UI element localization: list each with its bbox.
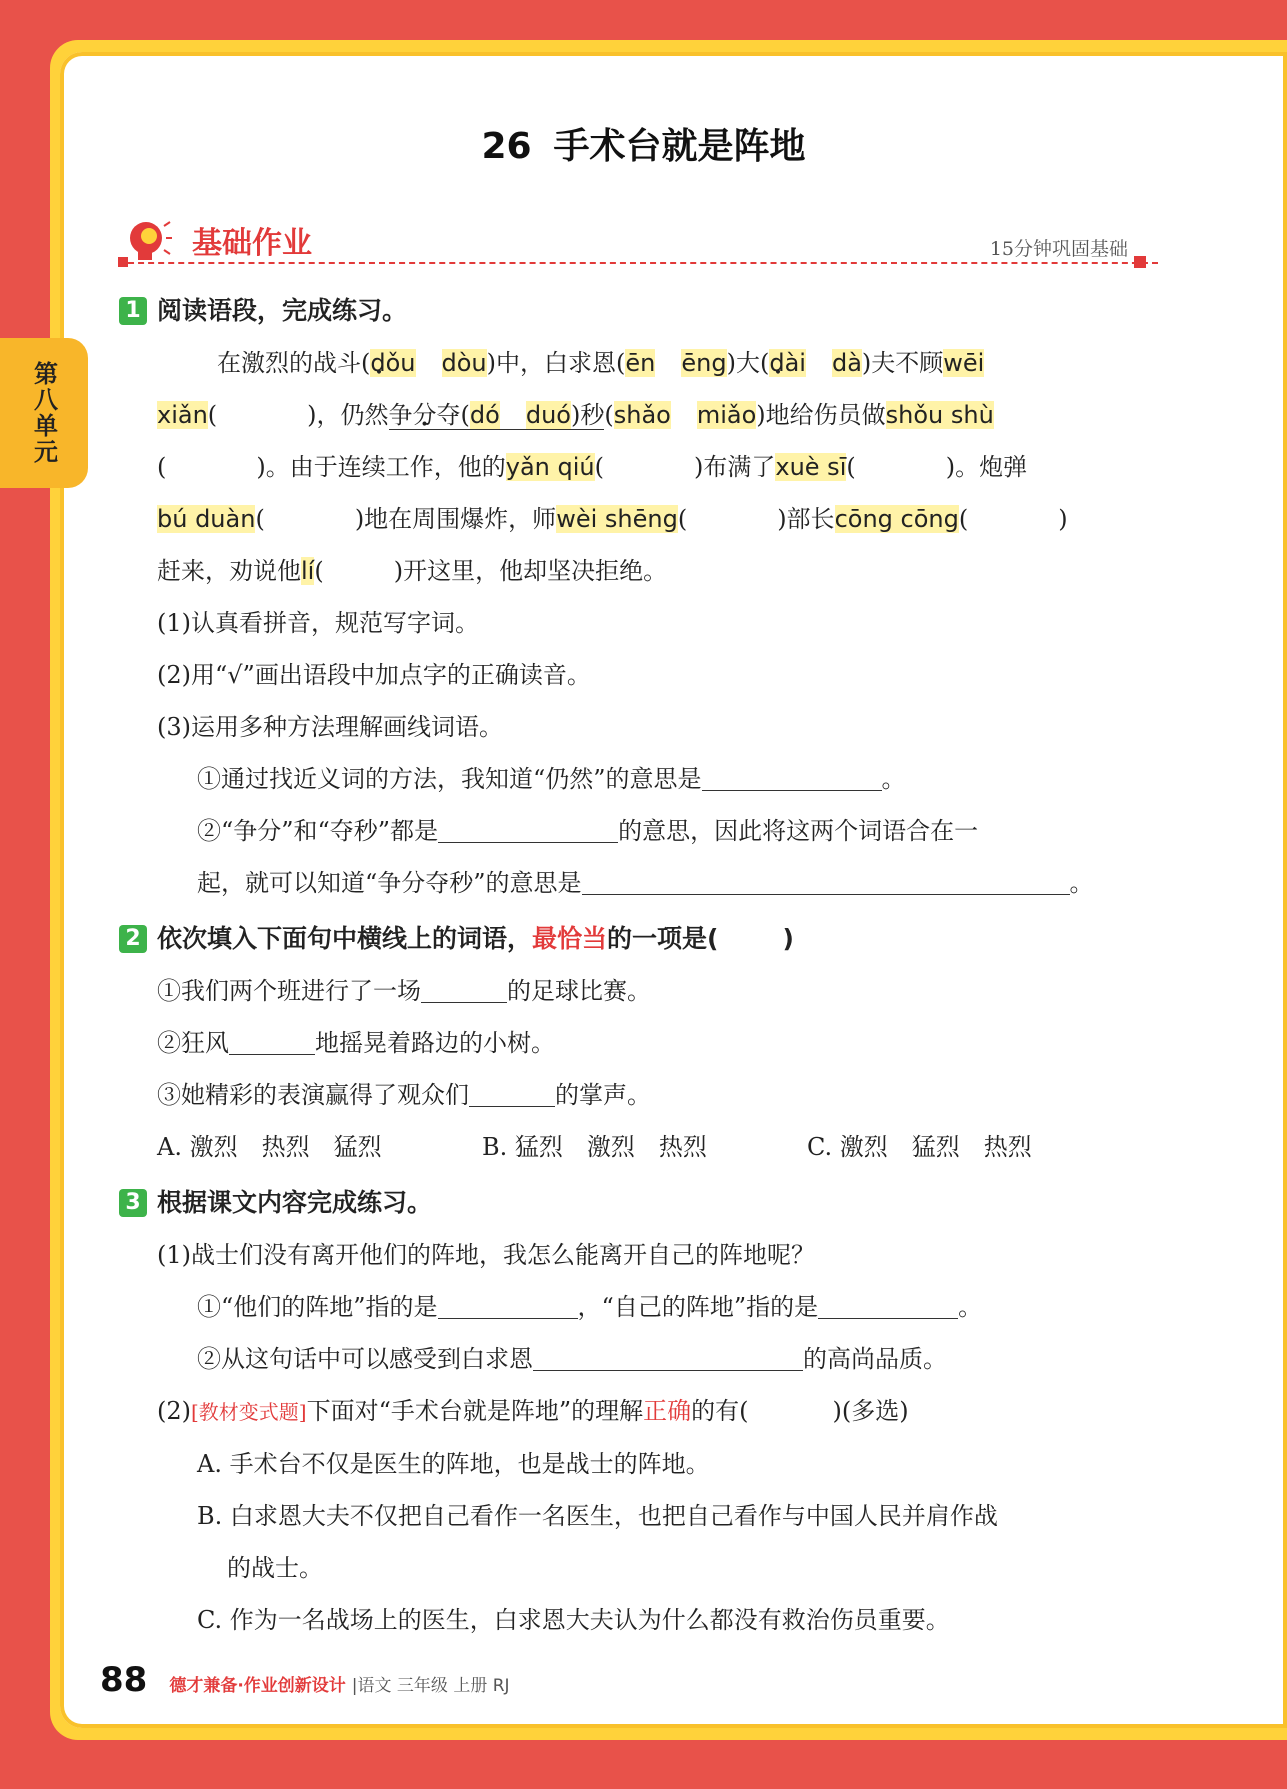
q3-sub-1a [157, 1281, 1157, 1333]
text: 依次填入下面句中横线上的词语， [157, 924, 533, 953]
pinyin-option[interactable]: shǎo [613, 401, 671, 429]
text: )，仍然 [307, 401, 389, 429]
text: ( [677, 505, 688, 533]
pinyin-option[interactable]: dài [769, 349, 806, 377]
sub-question-1: (1)认真看拼音，规范写字词。 [157, 609, 479, 637]
q2-sentence-1 [157, 965, 1157, 1017]
lesson-title-text: 手术台就是阵地 [553, 126, 806, 167]
text: ( [846, 453, 856, 481]
page-footer [100, 1660, 510, 1700]
text: ①“他们的阵地”指的是 [197, 1293, 438, 1321]
pinyin-option[interactable]: dà [831, 349, 862, 377]
answer-blank[interactable] [702, 760, 882, 791]
text: ( [460, 401, 470, 429]
text: 的有( [691, 1397, 749, 1425]
text: 。 [881, 765, 906, 793]
text: 下面对“手术台就是阵地”的理解 [306, 1397, 644, 1425]
footer-brand: 德才兼备·作业创新设计 [169, 1676, 346, 1696]
question-1-title: 阅读语段，完成练习。 [157, 296, 408, 325]
passage-line-3 [157, 441, 1157, 493]
text: ①我们两个班进行了一场 [157, 977, 421, 1005]
text: )中，白求恩( [486, 349, 626, 377]
q2-options [157, 1121, 1157, 1173]
text: ，“自己的阵地”指的是 [577, 1293, 819, 1321]
question-3-title: 根据课文内容完成练习。 [157, 1188, 433, 1217]
q2-sentence-2 [157, 1017, 1157, 1069]
emphasis-text: 正确 [643, 1397, 692, 1425]
question-number-badge: 3 [119, 1189, 147, 1217]
text: ( [759, 349, 770, 377]
text: ( [361, 349, 371, 377]
text: ) [1058, 505, 1068, 533]
q3-option-b-cont: 的战士。 [227, 1554, 323, 1582]
pinyin-word: xiǎn [157, 401, 208, 429]
question-number-badge: 1 [119, 297, 147, 325]
lesson-title [0, 118, 1287, 169]
text: 的高尚品质。 [803, 1345, 947, 1373]
sub-question-3c [157, 857, 1157, 909]
text: 的足球比赛。 [507, 977, 651, 1005]
text: 起，就可以知道“争分夺秒”的意思是 [197, 869, 582, 897]
pinyin-word: wēi [943, 349, 985, 377]
text: )地给伤员做 [756, 401, 886, 429]
answer-blank[interactable] [421, 972, 507, 1003]
section-label: 基础作业 [192, 226, 312, 261]
pinyin-word: xuè sī [775, 453, 847, 481]
pinyin-word: cōng cōng [834, 505, 959, 533]
pinyin-option[interactable]: dòu [441, 349, 487, 377]
pinyin-word: lí [301, 557, 315, 585]
unit-side-tab [0, 338, 88, 488]
dotted-char: 争分夺 [388, 401, 461, 429]
text: ( [594, 453, 604, 481]
sub-question-3: (3)运用多种方法理解画线词语。 [157, 713, 503, 741]
text: )布满了 [694, 453, 776, 481]
text: ) [782, 924, 794, 953]
sub-question-2: (2)用“√”画出语段中加点字的正确读音。 [157, 661, 591, 689]
q3-option-c[interactable]: C. 作为一名战场上的医生，白求恩大夫认为什么都没有救治伤员重要。 [197, 1606, 950, 1634]
text: 赶来，劝说他 [157, 557, 301, 585]
text: 。 [958, 1293, 983, 1321]
question-2-heading [125, 913, 1157, 965]
dotted-char: 大 [735, 349, 760, 377]
lesson-number: 26 [481, 126, 532, 167]
pinyin-option[interactable]: duó [525, 401, 571, 429]
pinyin-option[interactable]: miǎo [696, 401, 757, 429]
sub-question-3a [157, 753, 1157, 805]
question-1-heading [125, 285, 1157, 337]
section-rule [118, 262, 1158, 264]
text: ( [207, 401, 218, 429]
text: 的意思，因此将这两个词语合在一 [618, 817, 979, 845]
text: ( [604, 401, 614, 429]
exercise-content [125, 285, 1157, 1646]
pinyin-word: shǒu shù [885, 401, 994, 429]
passage-line-1 [157, 337, 1157, 389]
option-b[interactable]: B. 猛烈 激烈 热烈 [482, 1133, 707, 1161]
pinyin-option[interactable]: dó [469, 401, 500, 429]
pinyin-word: bú duàn [157, 505, 256, 533]
text: ①通过找近义词的方法，我知道“仍然”的意思是 [197, 765, 702, 793]
page-number: 88 [100, 1660, 148, 1700]
text: ( [157, 453, 167, 481]
text: ②“争分”和“夺秒”都是 [197, 817, 439, 845]
pinyin-word: wèi shēng [556, 505, 678, 533]
q3-sub-1b [157, 1333, 1157, 1385]
text: ②狂风 [157, 1029, 229, 1057]
answer-blank[interactable] [582, 864, 1070, 895]
text: 地摇晃着路边的小树。 [315, 1029, 555, 1057]
text: )。由于连续工作，他的 [256, 453, 506, 481]
option-c[interactable]: C. 激烈 猛烈 热烈 [807, 1133, 1032, 1161]
passage-line-2 [157, 389, 1157, 441]
text: ③她精彩的表演赢得了观众们 [157, 1081, 469, 1109]
textbook-variant-tag: [教材变式题] [191, 1400, 307, 1424]
dotted-char: 斗 [337, 349, 361, 377]
question-number-badge: 2 [119, 925, 147, 953]
text: )开这里，他却坚决拒绝。 [393, 557, 668, 585]
text: )。炮弹 [945, 453, 1028, 481]
text: (2) [157, 1397, 191, 1425]
text: )地在周围爆炸，师 [354, 505, 557, 533]
text: )部长 [777, 505, 835, 533]
section-header [118, 212, 1158, 272]
q3-option-b[interactable]: B. 白求恩大夫不仅把自己看作一名医生，也把自己看作与中国人民并肩作战 [197, 1502, 998, 1530]
q3-option-a[interactable]: A. 手术台不仅是医生的阵地，也是战士的阵地。 [197, 1450, 710, 1478]
answer-blank[interactable] [469, 1076, 555, 1107]
answer-blank[interactable] [533, 1340, 803, 1371]
text: ( [958, 505, 969, 533]
pinyin-option[interactable]: ēng [681, 349, 727, 377]
text: )夫不顾 [861, 349, 944, 377]
question-3-heading [125, 1177, 1157, 1229]
underlined-phrase [389, 401, 605, 430]
section-subtitle: 15分钟巩固基础 [989, 238, 1128, 260]
q3-sub-2 [157, 1385, 1157, 1438]
passage-line-4 [157, 493, 1157, 545]
answer-blank[interactable] [438, 1288, 578, 1319]
answer-blank[interactable] [818, 1288, 958, 1319]
footer-info: |语文 三年级 上册 RJ [351, 1676, 510, 1696]
text: ( [314, 557, 324, 585]
rule-end-marker [1134, 256, 1146, 268]
pinyin-option[interactable]: ēn [625, 349, 656, 377]
text: )(多选) [832, 1397, 909, 1425]
lightbulb-icon [122, 216, 172, 266]
answer-blank[interactable] [438, 812, 618, 843]
option-a[interactable]: A. 激烈 热烈 猛烈 [157, 1133, 382, 1161]
text: 。 [1069, 869, 1094, 897]
sub-question-3b [157, 805, 1157, 857]
q2-sentence-3 [157, 1069, 1157, 1121]
text: ( [255, 505, 265, 533]
text: )秒 [570, 401, 605, 429]
text: ) [726, 349, 736, 377]
pinyin-option[interactable]: dǒu [370, 349, 416, 377]
q3-sub-1: (1)战士们没有离开他们的阵地，我怎么能离开自己的阵地呢？ [157, 1241, 815, 1269]
unit-label: 第八单元 [29, 361, 58, 465]
text: ②从这句话中可以感受到白求恩 [197, 1345, 533, 1373]
text: 的掌声。 [555, 1081, 651, 1109]
emphasis-text: 最恰当 [532, 924, 608, 953]
answer-blank[interactable] [229, 1024, 315, 1055]
pinyin-word: yǎn qiú [505, 453, 595, 481]
text: 的一项是( [607, 924, 719, 953]
passage-line-5 [157, 545, 1157, 597]
text: 在激烈的战 [217, 349, 337, 377]
